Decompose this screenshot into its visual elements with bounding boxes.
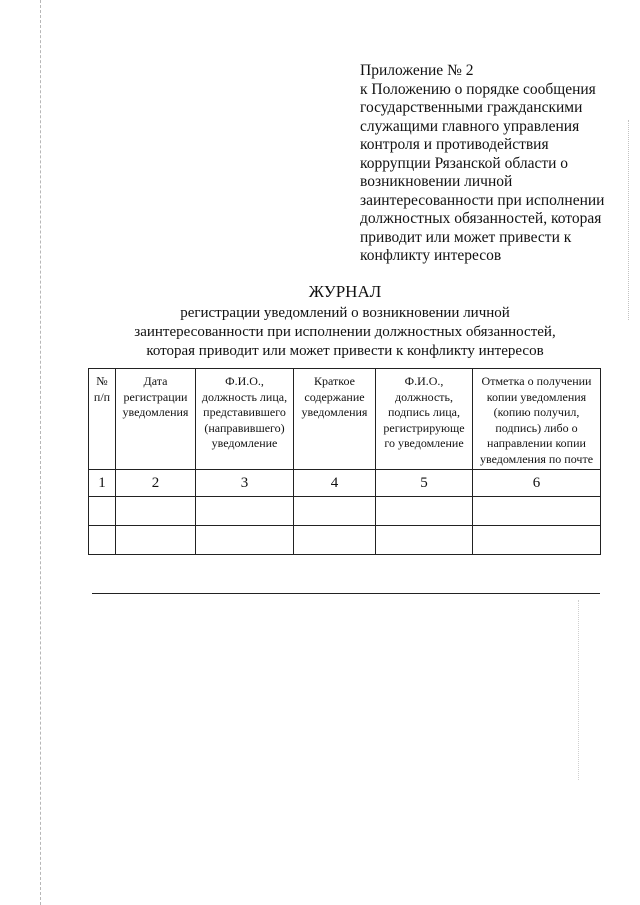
- empty-cell: [294, 497, 376, 526]
- appendix-line: служащими главного управления: [360, 117, 580, 135]
- empty-cell: [196, 497, 294, 526]
- appendix-line: контроля и противодействия: [360, 136, 549, 153]
- column-number-cell: 4: [294, 470, 376, 497]
- table-numbering-row: [89, 470, 601, 497]
- empty-cell: [116, 497, 196, 526]
- separator-line: [92, 593, 600, 594]
- table-header-row: [89, 369, 601, 470]
- column-number-cell: 3: [196, 470, 294, 497]
- header-cell-number: № п/п: [89, 369, 116, 470]
- empty-cell: [89, 497, 116, 526]
- journal-subtitle-line: регистрации уведомлений о возникновении личной: [180, 305, 510, 321]
- scan-edge-right: [628, 120, 629, 320]
- empty-cell: [473, 526, 601, 555]
- column-number-cell: 6: [473, 470, 601, 497]
- column-number-cell: 2: [116, 470, 196, 497]
- journal-subtitle-line: заинтересованности при исполнении должностных обязанностей,: [134, 324, 556, 340]
- appendix-line: государственными гражданскими: [360, 99, 583, 116]
- appendix-line: к Положению о порядке сообщения: [360, 80, 596, 98]
- appendix-line: коррупции Рязанской области о: [360, 154, 569, 172]
- header-cell-date: Дата регистрации уведомления: [116, 369, 196, 470]
- empty-cell: [116, 526, 196, 555]
- journal-title: ЖУРНАЛ: [308, 282, 382, 301]
- empty-cell: [89, 526, 116, 555]
- header-cell-summary: Краткое содержание уведомления: [294, 369, 376, 470]
- scan-edge-left: [40, 0, 41, 905]
- appendix-line: приводит или может привести к: [360, 228, 572, 246]
- appendix-block: [360, 62, 622, 266]
- header-cell-submitter: Ф.И.О., должность лица, представившего (направившего) уведомление: [196, 369, 294, 470]
- appendix-line: возникновении личной: [360, 173, 513, 190]
- empty-cell: [473, 497, 601, 526]
- appendix-line: конфликту интересов: [360, 247, 502, 264]
- appendix-line: Приложение № 2: [360, 62, 474, 79]
- column-number-cell: 5: [376, 470, 473, 497]
- empty-cell: [376, 497, 473, 526]
- journal-table: [88, 368, 601, 555]
- header-cell-registrar: Ф.И.О., должность, подпись лица, регистрирующе го уведомление: [376, 369, 473, 470]
- appendix-line: заинтересованности при исполнении: [360, 191, 605, 209]
- column-number-cell: 1: [89, 470, 116, 497]
- header-cell-receipt-mark: Отметка о получении копии уведомления (копию получил, подпись) либо о направлении копии уведомления по почте: [473, 369, 601, 470]
- appendix-line: должностных обязанностей, которая: [360, 210, 602, 227]
- table-row-empty: [89, 526, 601, 555]
- empty-cell: [294, 526, 376, 555]
- scan-edge-right-lower: [578, 600, 579, 780]
- table-row-empty: [89, 497, 601, 526]
- journal-heading: [90, 282, 600, 361]
- journal-subtitle-line: которая приводит или может привести к конфликту интересов: [146, 343, 544, 359]
- empty-cell: [196, 526, 294, 555]
- empty-cell: [376, 526, 473, 555]
